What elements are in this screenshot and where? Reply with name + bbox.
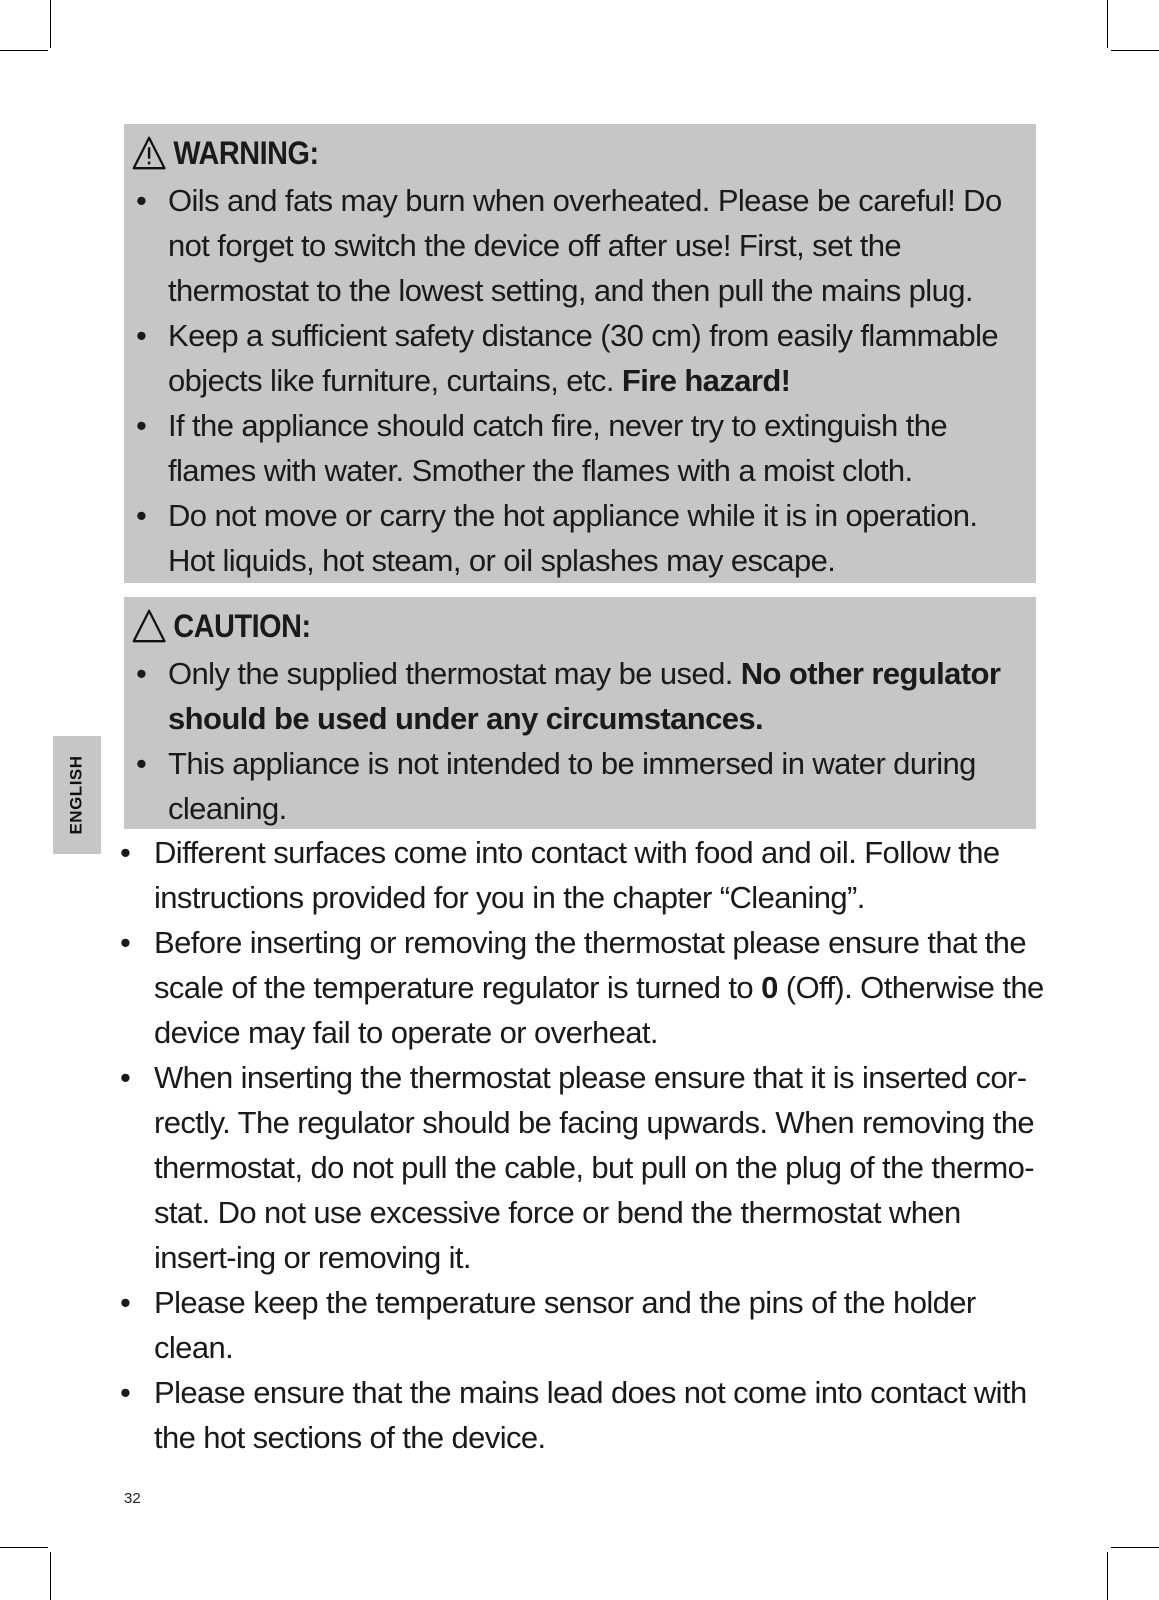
list-item: • Please ensure that the mains lead does not come into contact with the hot sections of the device. <box>120 1375 1027 1455</box>
warning-box <box>124 124 1036 583</box>
list-item: • Different surfaces come into contact with food and oil. Follow the instructions provided for you in the chapter “Cleaning”. <box>120 835 1000 915</box>
caution-title <box>132 601 937 651</box>
list-item: • When inserting the thermostat please ensure that it is inserted cor-rectly. The regulator should be facing upwards. When removing the thermostat, do not pull the cable, but pull on the plug of the thermo-stat. Do not use excessive force or bend the thermostat when insert-ing or removing it. <box>120 1060 1035 1275</box>
list-item: • Only the supplied thermostat may be used. No other regulator should be used under any circumstances. <box>136 656 1001 736</box>
list-item: • Keep a sufficient safety distance (30 cm) from easily flammable objects like furniture, curtains, etc. Fire hazard! <box>136 318 999 398</box>
crop-mark <box>1107 1552 1108 1600</box>
item-bold-text: No other regulator should be used under any circumstances. <box>168 656 1001 736</box>
crop-mark <box>1111 50 1159 51</box>
list-item: • Please keep the temperature sensor and the pins of the holder clean. <box>120 1285 976 1365</box>
caution-title-text: CAUTION: <box>173 607 311 644</box>
list-item: • Oils and fats may burn when overheated. Please be careful! Do not forget to switch the device off after use! First, set the thermostat to the lowest setting, and then pull the mains plug. <box>136 183 1002 308</box>
item-text: Different surfaces come into contact with food and oil. Follow the instructions provided for you in the chapter “Cleaning”. <box>154 835 1000 915</box>
warning-list <box>132 178 1026 583</box>
page-number: 32 <box>124 1490 141 1507</box>
crop-mark <box>50 1552 51 1600</box>
item-text: Please ensure that the mains lead does not come into contact with the hot sections of the device. <box>154 1375 1027 1455</box>
list-item: • If the appliance should catch fire, never try to extinguish the flames with water. Smother the flames with a moist cloth. <box>136 408 948 488</box>
crop-mark <box>1107 0 1108 48</box>
crop-mark <box>0 1547 48 1548</box>
language-tab-label: ENGLISH <box>67 755 86 835</box>
item-text: Only the supplied thermostat may be used. <box>168 656 741 691</box>
item-text: Do not move or carry the hot appliance while it is in operation. Hot liquids, hot steam, or oil splashes may escape. <box>168 498 978 578</box>
caution-list <box>132 651 1026 831</box>
item-text: If the appliance should catch fire, never try to extinguish the flames with water. Smother the flames with a moist cloth. <box>168 408 948 488</box>
item-text: Before inserting or removing the thermostat please ensure that the scale of the temperature regulator is turned to <box>154 925 1026 1005</box>
crop-mark <box>1111 1547 1159 1548</box>
item-text-after: (Off). Otherwise the device may fail to operate or overheat. <box>154 970 1044 1050</box>
list-item: • Before inserting or removing the thermostat please ensure that the scale of the temperature regulator is turned to 0 (Off). Otherwise the device may fail to operate or overheat. <box>120 925 1044 1050</box>
list-item: • This appliance is not intended to be immersed in water during cleaning. <box>136 746 976 826</box>
warning-title-text: WARNING: <box>173 134 319 171</box>
crop-mark <box>0 50 48 51</box>
item-text: Keep a sufficient safety distance (30 cm) from easily flammable objects like furniture, curtains, etc. <box>168 318 999 398</box>
item-text: Oils and fats may burn when overheated. Please be careful! Do not forget to switch the device off after use! First, set the thermostat to the lowest setting, and then pull the mains plug. <box>168 183 1002 308</box>
item-text: This appliance is not intended to be immersed in water during cleaning. <box>168 746 976 826</box>
item-bold-text: Fire hazard! <box>621 363 791 398</box>
item-text: Please keep the temperature sensor and the pins of the holder clean. <box>154 1285 976 1365</box>
caution-triangle-icon <box>132 608 166 644</box>
warning-title <box>132 128 937 178</box>
language-tab <box>53 736 101 854</box>
item-text: When inserting the thermostat please ensure that it is inserted cor-rectly. The regulator should be facing upwards. When removing the thermostat, do not pull the cable, but pull on the plug of the thermo-stat. Do not use excessive force or bend the thermostat when insert-ing or removing it. <box>154 1060 1035 1275</box>
crop-mark <box>50 0 51 48</box>
warning-triangle-icon <box>132 135 166 171</box>
caution-box <box>124 597 1036 829</box>
list-item: • Do not move or carry the hot appliance while it is in operation. Hot liquids, hot steam, or oil splashes may escape. <box>136 498 978 578</box>
instructions-list <box>116 830 1046 1460</box>
item-bold-text: 0 <box>761 970 778 1005</box>
